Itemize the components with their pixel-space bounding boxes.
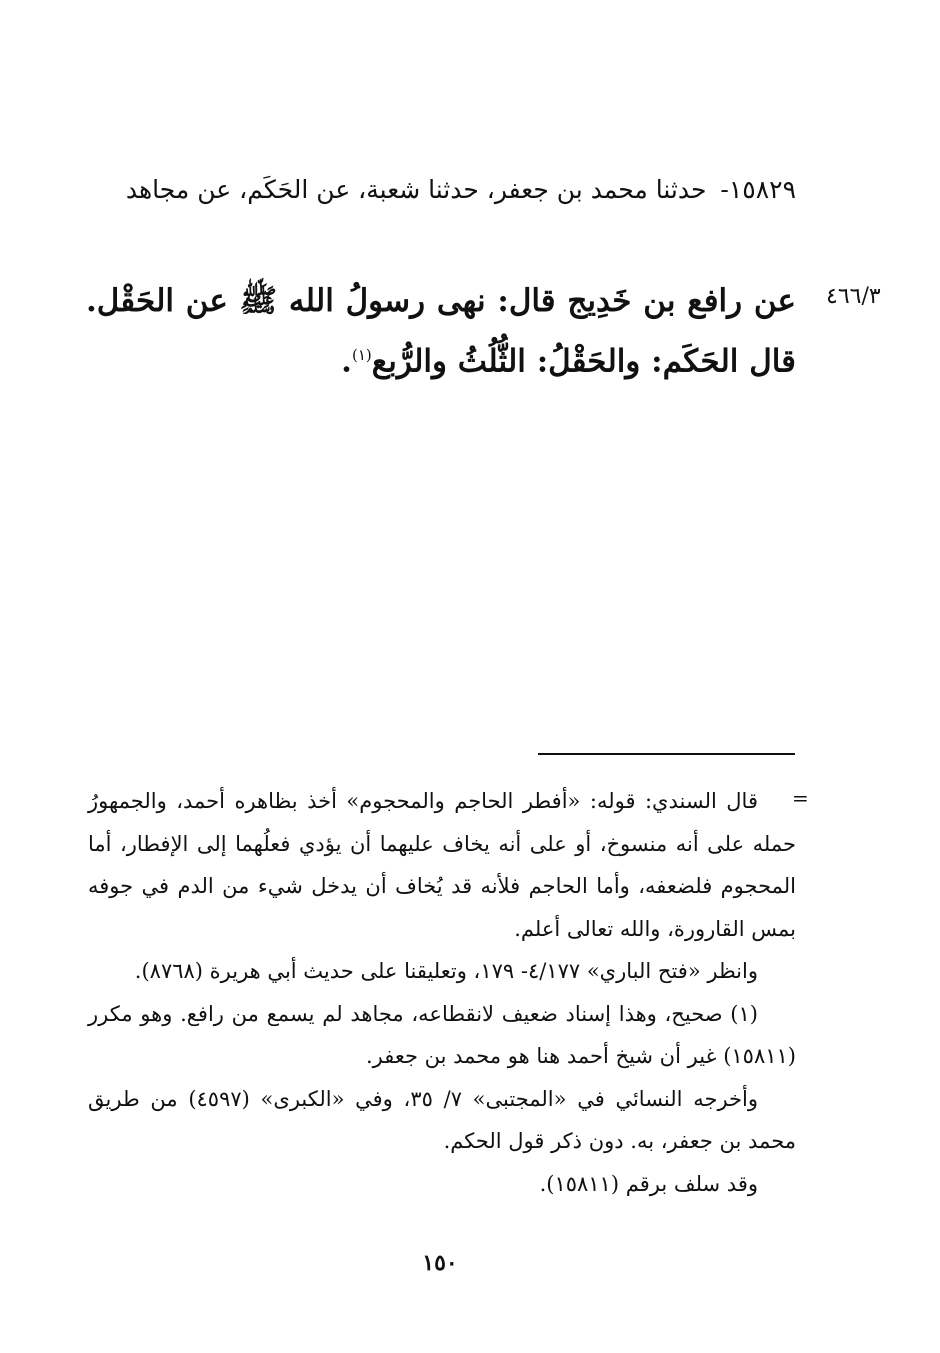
matn-text: عن رافع بن خَدِيج قال: نهى رسولُ الله ﷺ عن الحَقْل. قال الحَكَم: والحَقْلُ: الثُّلُثُ والرُّبع	[86, 283, 796, 380]
footnote-paragraph: وانظر «فتح الباري» ٤/١٧٧- ١٧٩، وتعليقنا على حديث أبي هريرة (٨٧٦٨).	[134, 959, 758, 983]
isnad-text: حدثنا محمد بن جعفر، حدثنا شعبة، عن الحَكَم، عن مجاهد	[125, 175, 707, 204]
footnote-paragraph: قال السندي: قوله: «أفطر الحاجم والمحجوم» أخذ بظاهره أحمد، والجمهورُ حمله على أنه منسوخ، أو على أنه يخاف عليهما أن يؤدي فعلُهما إلى الإفطار، أما المحجوم فلضعفه، وأما الحاجم فلأنه قد يُخاف أن يدخل شيء من الدم في جوفه بمس القارورة، والله تعالى أعلم.	[88, 789, 796, 941]
matn-end-mark: .	[341, 343, 352, 380]
footnote-paragraph: وأخرجه النسائي في «المجتبى» ٧/ ٣٥، وفي «الكبرى» (٤٥٩٧) من طريق محمد بن جعفر، به. دون ذكر قول الحكم.	[88, 1086, 796, 1153]
footnote-paragraph: (١) صحيح، وهذا إسناد ضعيف لانقطاعه، مجاهد لم يسمع من رافع. وهو مكرر (١٥٨١١) غير أن شيخ أحمد هنا هو محمد بن جعفر.	[88, 1001, 796, 1068]
footnotes	[88, 780, 796, 1205]
hadith-number: ١٥٨٢٩-	[720, 175, 796, 204]
hadith-matn	[86, 274, 796, 388]
footnote-separator	[538, 753, 795, 755]
hadith-isnad	[88, 168, 796, 212]
page-number: ١٥٠	[422, 1250, 458, 1276]
margin-reference: ٤٦٦/٣	[826, 284, 881, 309]
footnote-paragraph: وقد سلف برقم (١٥٨١١).	[539, 1171, 758, 1196]
footnote-continuation-mark: =	[792, 786, 809, 810]
footnote-reference: (١)	[351, 346, 372, 364]
